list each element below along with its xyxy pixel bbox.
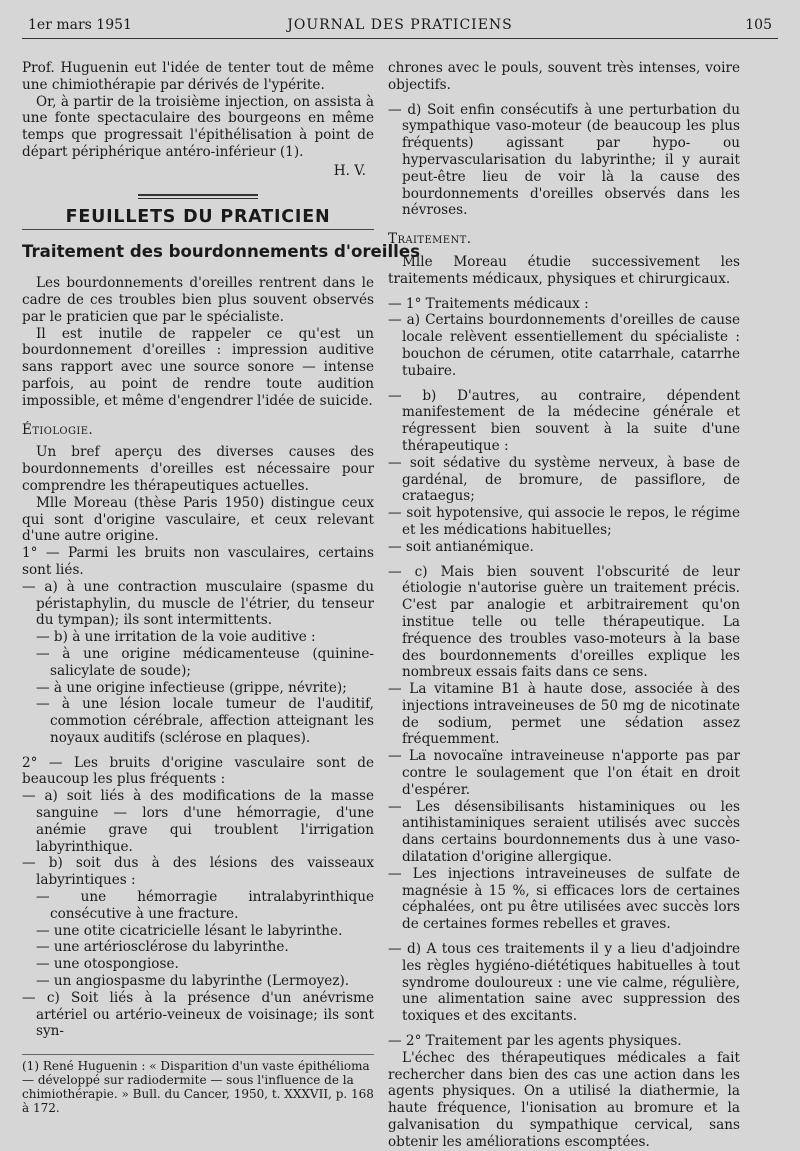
paragraph: Les bourdonnements d'oreilles rentrent dans le cadre de ces troubles bien plus souvent observés par le praticien que par le spécialiste. (22, 275, 374, 325)
list-item: — une otite cicatricielle lésant le labyrinthe. (36, 922, 343, 939)
list-item: 1° — Parmi les bruits non vasculaires, certains sont liés. (22, 545, 374, 578)
list-item: — a) à une contraction musculaire (spasme du péristaphylin, du muscle de l'étrier, du tenseur du tympan); ils sont intermittents. (22, 578, 374, 629)
list-item: — soit sédative du système nerveux, à base de gardénal, de bromure, de passiflore, de crataegus; (388, 454, 740, 505)
paragraph: Or, à partir de la troisième injection, on assista à une fonte spectaculaire des bourgeons en même temps que progressait l'épithélisation à point de départ périphérique antéro-inférieur (1). (22, 93, 374, 160)
running-header (22, 14, 778, 39)
list-item: — b) D'autres, au contraire, dépendent manifestement de la médecine générale et régressent bien souvent à la suite d'une thérapeutique : (388, 387, 740, 454)
list-item: — a) Certains bourdonnements d'oreilles de cause locale relèvent essentiellement du spécialiste : bouchon de cérumen, otite catarrhale, catarrhe tubaire. (388, 312, 740, 379)
paragraph: L'échec des thérapeutiques médicales a fait rechercher dans bien des cas une action dans les agents physiques. On a utilisé la diathermie, la haute fréquence, l'ionisation au bromure et la galvanisation du sympathique cervical, sans obtenir les améliorations escomptées. (388, 1049, 740, 1150)
list-item: — Les désensibilisants histaminiques ou les antihistaminiques seraient utilisés avec succès dans certains bourdonnements dus à une vaso-dilatation d'origine allergique. (388, 798, 740, 866)
list-item: — a) soit liés à des modifications de la masse sanguine — lors d'une hémorragie, d'une anémie grave qui troublent l'irrigation labyrinthique. (22, 788, 374, 855)
paragraph: Mlle Moreau étudie successivement les traitements médicaux, physiques et chirurgicaux. (388, 253, 740, 287)
section-heading-treatment: Traitement. (388, 231, 472, 248)
subsection-heading: — 1° Traitements médicaux : (388, 295, 589, 312)
header-page-number: 105 (745, 17, 772, 33)
section-rubric: FEUILLETS DU PRATICIEN (65, 206, 331, 227)
list-item: — c) Soit liés à la présence d'un anévrisme artériel ou artério-veineux de voisinage; ils sont syn- (22, 989, 374, 1040)
article-title: Traitement des bourdonnements d'oreilles (22, 242, 420, 262)
list-item: — une artériosclérose du labyrinthe. (36, 939, 289, 956)
divider (138, 194, 258, 199)
paragraph: Prof. Huguenin eut l'idée de tenter tout de même une chimiothérapie par dérivés de l'ypérite. (22, 60, 374, 93)
list-item: — une otospongiose. (36, 956, 179, 973)
list-item: — La novocaïne intraveineuse n'apporte pas par contre le soulagement que l'on était en droit d'espérer. (388, 748, 740, 798)
author-signature: H. V. (333, 162, 366, 179)
list-item: — soit antianémique. (388, 538, 534, 555)
divider (22, 229, 374, 230)
list-item: — d) A tous ces traitements il y a lieu d'adjoindre les règles hygiéno-diététiques habituelles à tout syndrome douloureux : une vie calme, régulière, une alimentation saine avec suppression des toxiques et des excitants. (388, 941, 740, 1025)
header-date: 1er mars 1951 (28, 17, 132, 33)
header-journal-title: JOURNAL DES PRATICIENS (287, 17, 513, 33)
paragraph: Mlle Moreau (thèse Paris 1950) distingue ceux qui sont d'origine vasculaire, et ceux relevant d'une autre origine. (22, 494, 374, 545)
list-item: — à une origine médicamenteuse (quinine-salicylate de soude); (36, 645, 374, 679)
list-item: — soit hypotensive, qui associe le repos, le régime et les médications habituelles; (388, 505, 740, 538)
footnote: (1) René Huguenin : « Disparition d'un vaste épithélioma — développé sur radiodermite — sous l'influence de la chimiothérapie. » Bull. du Cancer, 1950, t. XXXVII, p. 168 à 172. (22, 1054, 374, 1115)
paragraph: chrones avec le pouls, souvent très intenses, voire objectifs. (388, 60, 740, 93)
subsection-heading: — 2° Traitement par les agents physiques. (388, 1033, 682, 1050)
section-heading-etiology: Étiologie. (22, 421, 94, 438)
paragraph: Un bref aperçu des diverses causes des bourdonnements d'oreilles est nécessaire pour comprendre les thérapeutiques actuelles. (22, 444, 374, 494)
list-item: — b) à une irritation de la voie auditive : (36, 629, 316, 646)
list-item: — d) Soit enfin consécutifs à une perturbation du sympathique vaso-moteur (de beaucoup les plus fréquents) agissant par hypo- ou hypervascularisation du labyrinthe; il y aurait peut-être lieu de voir là la cause des bourdonnements d'oreilles observés dans les névroses. (388, 101, 740, 219)
list-item: — b) soit dus à des lésions des vaisseaux labyrintiques : (22, 855, 374, 889)
list-item: — à une lésion locale tumeur de l'auditif, commotion cérébrale, affection atteignant les noyaux auditifs (sclérose en plaques). (36, 696, 374, 746)
list-item: — La vitamine B1 à haute dose, associée à des injections intraveineuses de 50 mg de nicotinate de sodium, permet une sédation assez fréquemment. (388, 681, 740, 748)
list-item: — à une origine infectieuse (grippe, névrite); (36, 679, 347, 696)
list-item: — un angiospasme du labyrinthe (Lermoyez). (36, 973, 350, 990)
list-item: — une hémorragie intralabyrinthique consécutive à une fracture. (36, 889, 374, 922)
paragraph: Il est inutile de rappeler ce qu'est un bourdonnement d'oreilles : impression auditive sans rapport avec une source sonore — intense parfois, au point de rendre toute audition impossible, et même d'engendrer l'idée de suicide. (22, 325, 374, 409)
list-item: 2° — Les bruits d'origine vasculaire sont de beaucoup les plus fréquents : (22, 754, 374, 788)
list-item: — Les injections intraveineuses de sulfate de magnésie à 15 %, si efficaces lors de certaines céphalées, ont pu être utilisées avec succès lors de certaines formes rebelles et graves. (388, 865, 740, 933)
list-item: — c) Mais bien souvent l'obscurité de leur étiologie n'autorise guère un traitement précis. C'est par analogie et arbitrairement qu'on institue telle ou telle thérapeutique. La fréquence des troubles vaso-moteurs à la base des bourdonnements d'oreilles explique les nombreux essais faits dans ce sens. (388, 563, 740, 681)
right-column (388, 60, 740, 1151)
left-column (22, 60, 420, 1116)
